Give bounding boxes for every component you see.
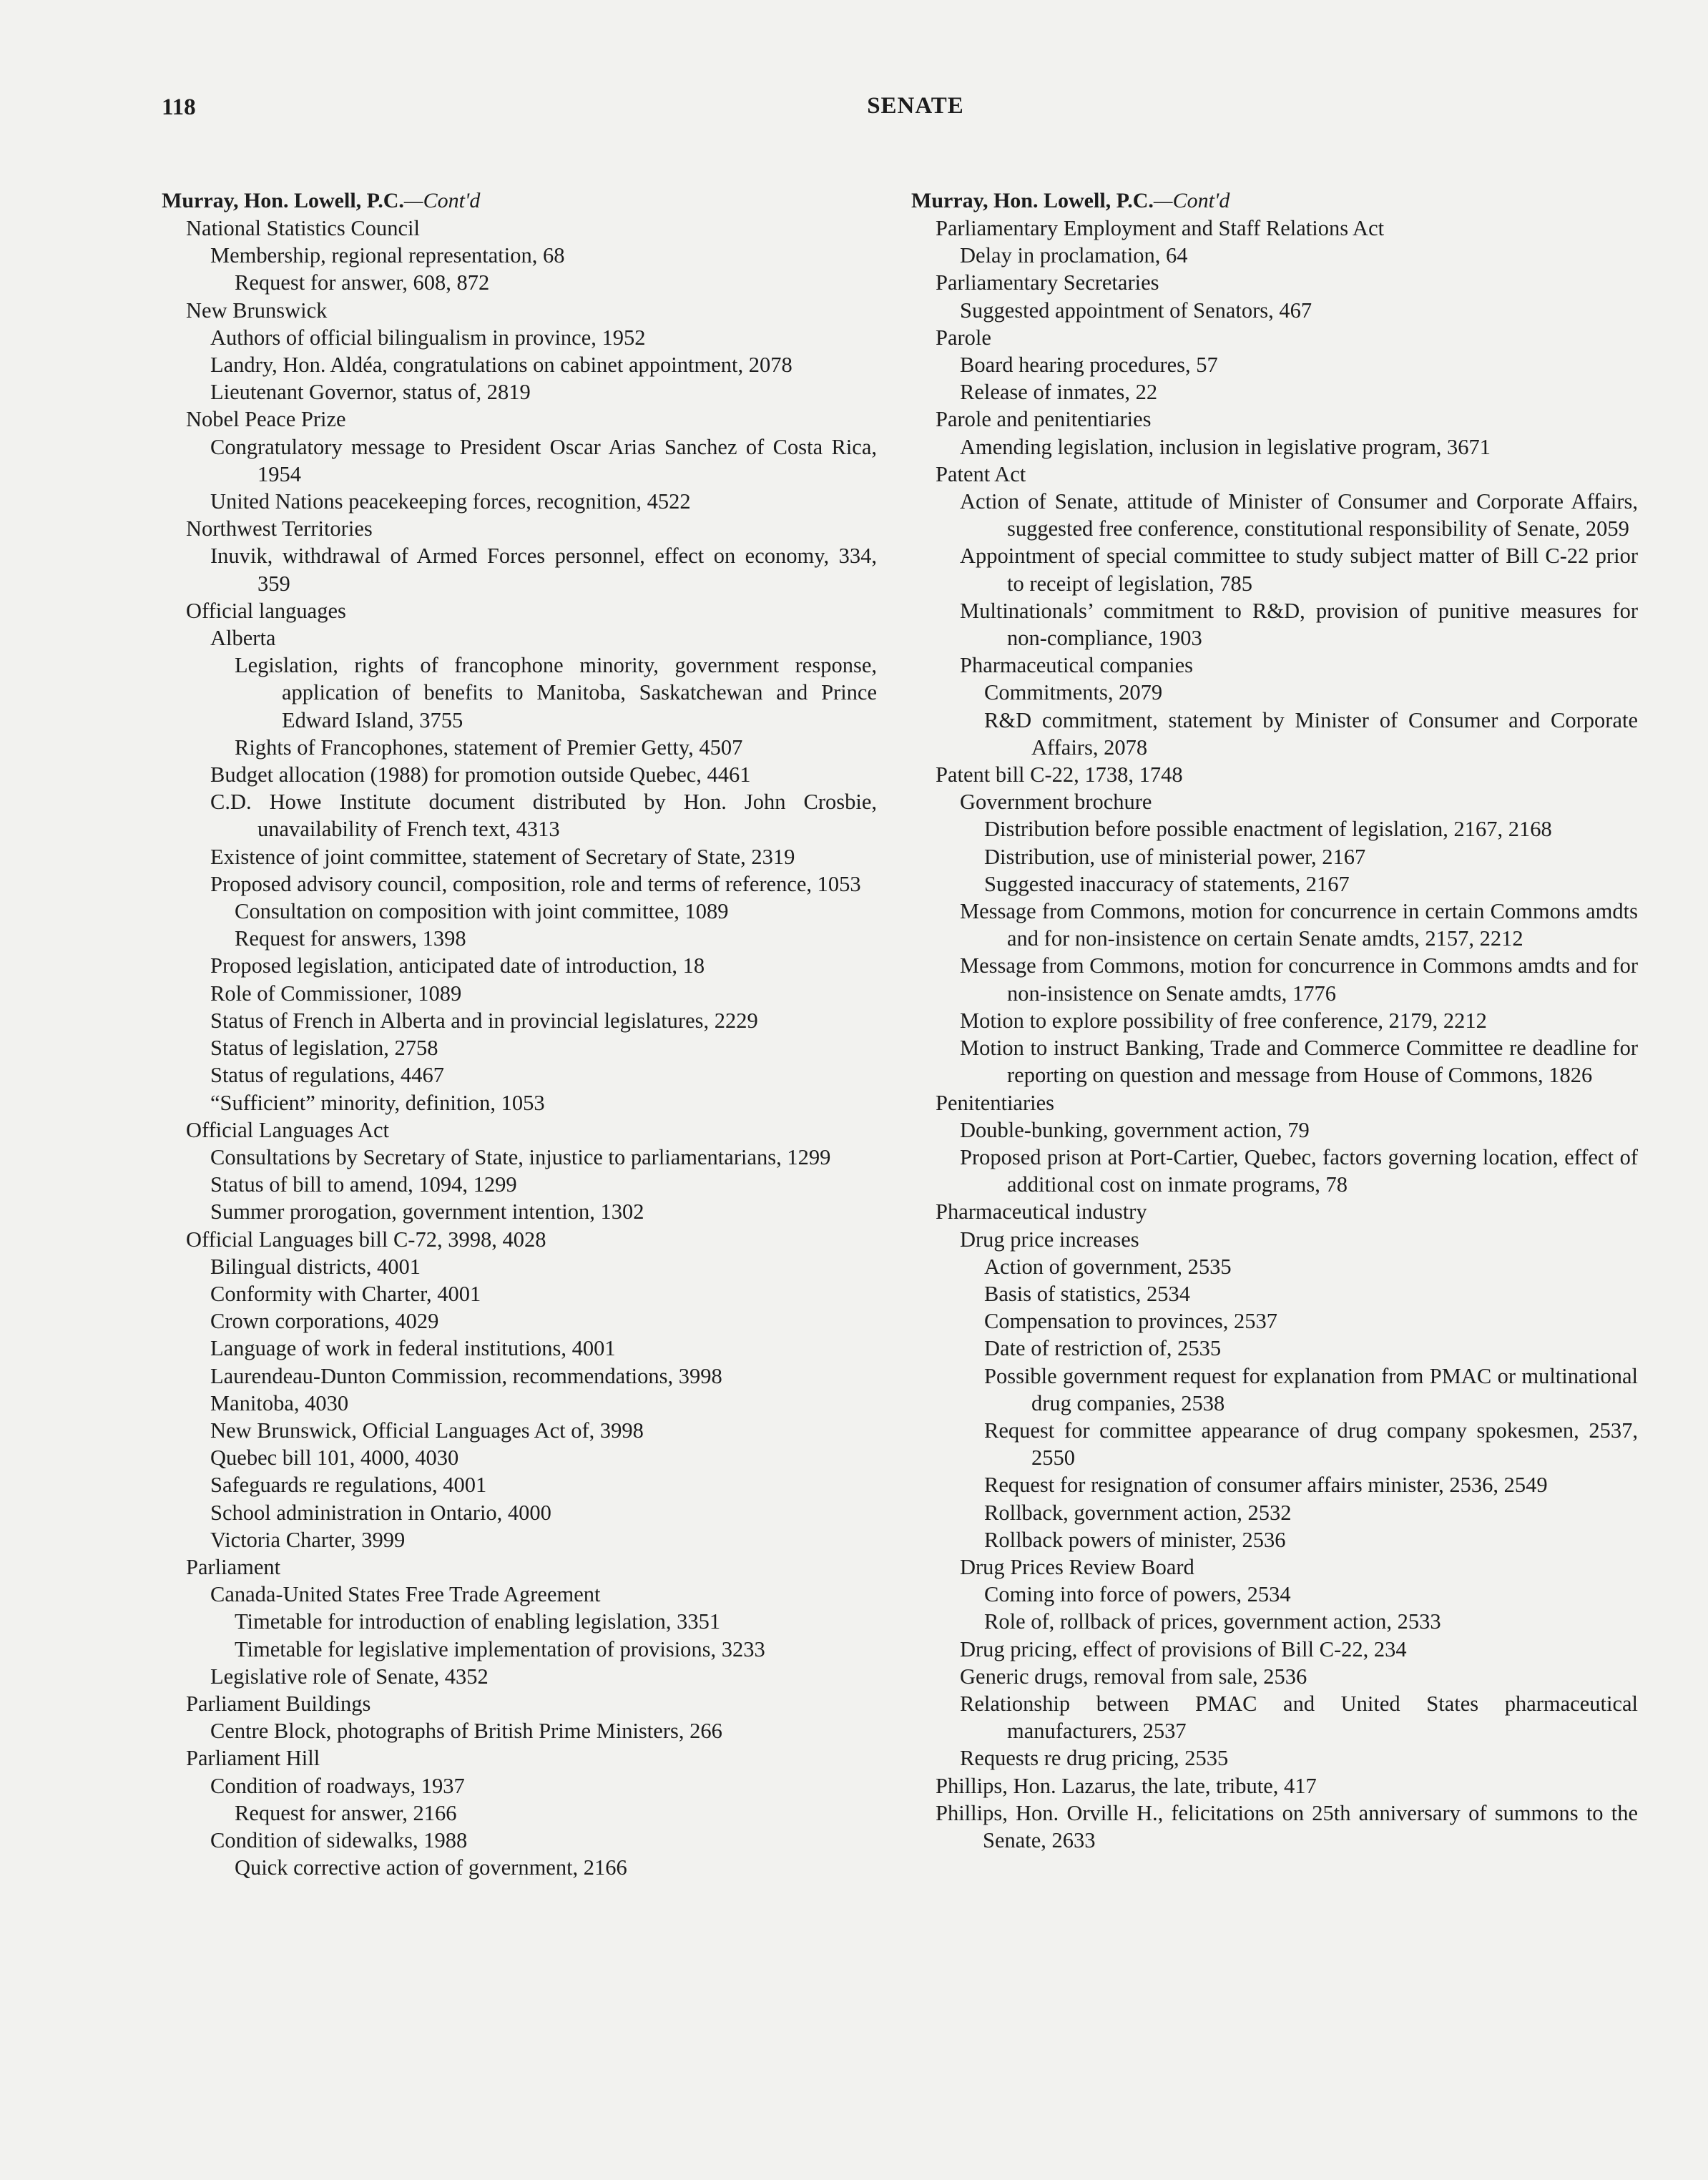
- index-entry: Summer prorogation, government intention, 1302: [210, 1199, 644, 1224]
- index-entry: Parliament Buildings: [186, 1691, 371, 1716]
- index-entry: C.D. Howe Institute document distributed by Hon. John Crosbie, unavailability of French text, 4313: [210, 790, 877, 842]
- heading-name: Murray, Hon. Lowell, P.C.: [911, 189, 1154, 212]
- index-entry: Quebec bill 101, 4000, 4030: [210, 1445, 459, 1470]
- index-entry: Safeguards re regulations, 4001: [210, 1473, 487, 1498]
- index-entry: Manitoba, 4030: [210, 1390, 349, 1415]
- running-head: SENATE: [867, 93, 964, 119]
- index-entry: Possible government request for explanation from PMAC or multinational drug companies, 2538: [984, 1363, 1638, 1415]
- index-entry: Appointment of special committee to study subject matter of Bill C-22 prior to receipt of legislation, 785: [960, 544, 1638, 596]
- index-entry: Parliamentary Secretaries: [936, 270, 1159, 295]
- index-entry: Rollback powers of minister, 2536: [984, 1527, 1286, 1552]
- index-entry: Parole: [936, 325, 991, 350]
- left-column: [162, 187, 877, 1881]
- index-entry: Amending legislation, inclusion in legislative program, 3671: [960, 434, 1491, 459]
- index-entry: Status of bill to amend, 1094, 1299: [210, 1172, 517, 1197]
- index-entry: Date of restriction of, 2535: [984, 1336, 1222, 1361]
- index-entry: Proposed prison at Port-Cartier, Quebec, factors governing location, effect of additional cost on inmate programs, 78: [960, 1144, 1638, 1197]
- index-entry: Consultations by Secretary of State, injustice to parliamentarians, 1299: [210, 1144, 831, 1169]
- index-entry: Motion to explore possibility of free conference, 2179, 2212: [960, 1008, 1487, 1033]
- index-entry: Pharmaceutical companies: [960, 653, 1194, 678]
- index-entry: Generic drugs, removal from sale, 2536: [960, 1664, 1307, 1689]
- index-entry: Lieutenant Governor, status of, 2819: [210, 380, 531, 405]
- index-entry: Condition of roadways, 1937: [210, 1773, 465, 1798]
- index-entry: Centre Block, photographs of British Prime Ministers, 266: [210, 1719, 722, 1744]
- index-entry: Multinationals’ commitment to R&D, provision of punitive measures for non-compliance, 1903: [960, 598, 1638, 651]
- index-entry: Quick corrective action of government, 2166: [235, 1855, 627, 1880]
- index-entry: Status of French in Alberta and in provincial legislatures, 2229: [210, 1008, 758, 1033]
- index-entry: National Statistics Council: [186, 216, 420, 240]
- index-entry: Role of, rollback of prices, government action, 2533: [984, 1609, 1441, 1634]
- index-entry: Compensation to provinces, 2537: [984, 1309, 1278, 1334]
- index-entry: Request for resignation of consumer affairs minister, 2536, 2549: [984, 1473, 1548, 1498]
- index-entry: Role of Commissioner, 1089: [210, 981, 462, 1006]
- index-entry: Timetable for legislative implementation of provisions, 3233: [235, 1636, 765, 1661]
- index-entry: Membership, regional representation, 68: [210, 243, 565, 268]
- index-entry: New Brunswick, Official Languages Act of, 3998: [210, 1418, 644, 1443]
- index-entry: Basis of statistics, 2534: [984, 1281, 1191, 1306]
- index-entry: Northwest Territories: [186, 516, 373, 541]
- index-entry: Rollback, government action, 2532: [984, 1500, 1292, 1525]
- index-entry: Canada-United States Free Trade Agreement: [210, 1582, 601, 1607]
- index-entry: Alberta: [210, 626, 276, 651]
- index-entry: Victoria Charter, 3999: [210, 1527, 406, 1552]
- heading-name: Murray, Hon. Lowell, P.C.: [162, 189, 404, 212]
- index-entry: Coming into force of powers, 2534: [984, 1582, 1291, 1607]
- index-entry: Official languages: [186, 598, 346, 623]
- page-number: 118: [162, 94, 196, 120]
- index-entry: Drug price increases: [960, 1227, 1139, 1252]
- index-entry: Parliament Hill: [186, 1746, 320, 1771]
- index-entry: R&D commitment, statement by Minister of Consumer and Corporate Affairs, 2078: [984, 707, 1638, 760]
- index-entry: Legislation, rights of francophone minority, government response, application of benefits to Manitoba, Saskatchewan and Prince Edward Island, 3755: [235, 653, 877, 732]
- index-entry: Crown corporations, 4029: [210, 1309, 439, 1334]
- index-entry: Rights of Francophones, statement of Premier Getty, 4507: [235, 735, 743, 760]
- index-entry: Phillips, Hon. Orville H., felicitations on 25th anniversary of summons to the Senate, 2633: [936, 1800, 1638, 1852]
- index-entry: Distribution before possible enactment of legislation, 2167, 2168: [984, 817, 1552, 842]
- index-entry: “Sufficient” minority, definition, 1053: [210, 1090, 545, 1115]
- index-entry: Commitments, 2079: [984, 680, 1163, 705]
- index-entry: Delay in proclamation, 64: [960, 243, 1188, 268]
- index-entry: Double-bunking, government action, 79: [960, 1117, 1310, 1142]
- index-entry: Language of work in federal institutions, 4001: [210, 1336, 616, 1361]
- column-heading: [911, 187, 1638, 215]
- index-entry: Condition of sidewalks, 1988: [210, 1827, 468, 1852]
- index-entry: Congratulatory message to President Oscar Arias Sanchez of Costa Rica, 1954: [210, 434, 877, 486]
- index-entry: Existence of joint committee, statement of Secretary of State, 2319: [210, 844, 795, 869]
- column-heading: [162, 187, 877, 215]
- index-entry: Authors of official bilingualism in province, 1952: [210, 325, 646, 350]
- index-entry: Laurendeau-Dunton Commission, recommendations, 3998: [210, 1363, 722, 1388]
- index-entry: Parole and penitentiaries: [936, 407, 1152, 432]
- index-entry: Drug Prices Review Board: [960, 1554, 1194, 1579]
- index-entry: Motion to instruct Banking, Trade and Commerce Committee re deadline for reporting on question and message from House of Commons, 1826: [960, 1036, 1638, 1088]
- index-entry: Status of regulations, 4467: [210, 1063, 444, 1088]
- index-entry: Action of government, 2535: [984, 1254, 1232, 1279]
- index-entry: United Nations peacekeeping forces, recognition, 4522: [210, 489, 691, 514]
- index-entry: Bilingual districts, 4001: [210, 1254, 421, 1279]
- index-entry: Government brochure: [960, 790, 1152, 815]
- index-entry: Release of inmates, 22: [960, 380, 1158, 405]
- index-entry: Proposed legislation, anticipated date of introduction, 18: [210, 953, 705, 978]
- index-entry: Action of Senate, attitude of Minister of Consumer and Corporate Affairs, suggested free conference, constitutional responsibility of Senate, 2059: [960, 489, 1638, 541]
- index-entry: Distribution, use of ministerial power, 2167: [984, 844, 1366, 869]
- index-entry: Nobel Peace Prize: [186, 407, 346, 432]
- index-entry: Parliamentary Employment and Staff Relations Act: [936, 216, 1385, 240]
- index-entry: Parliament: [186, 1554, 281, 1579]
- index-entry: Budget allocation (1988) for promotion outside Quebec, 4461: [210, 762, 751, 787]
- heading-suffix: —Cont'd: [1153, 189, 1230, 212]
- index-entry: Relationship between PMAC and United States pharmaceutical manufacturers, 2537: [960, 1691, 1638, 1744]
- index-entry: Request for answer, 2166: [235, 1800, 457, 1825]
- index-entry: Request for answer, 608, 872: [235, 270, 490, 295]
- index-entries: [162, 215, 877, 1881]
- index-entry: New Brunswick: [186, 298, 328, 323]
- index-entry: Suggested appointment of Senators, 467: [960, 298, 1312, 323]
- index-entry: Pharmaceutical industry: [936, 1199, 1147, 1224]
- index-entry: School administration in Ontario, 4000: [210, 1500, 551, 1525]
- heading-suffix: —Cont'd: [403, 189, 481, 212]
- index-entry: Consultation on composition with joint committee, 1089: [235, 899, 729, 924]
- index-entry: Board hearing procedures, 57: [960, 353, 1218, 378]
- index-entry: Request for committee appearance of drug company spokesmen, 2537, 2550: [984, 1418, 1638, 1470]
- index-entry: Drug pricing, effect of provisions of Bill C-22, 234: [960, 1636, 1407, 1661]
- index-entry: Official Languages Act: [186, 1117, 390, 1142]
- index-entry: Timetable for introduction of enabling legislation, 3351: [235, 1609, 721, 1634]
- index-entry: Patent bill C-22, 1738, 1748: [936, 762, 1183, 787]
- index-entry: Patent Act: [936, 461, 1026, 486]
- index-entry: Phillips, Hon. Lazarus, the late, tribute, 417: [936, 1773, 1317, 1798]
- index-entry: Proposed advisory council, composition, role and terms of reference, 1053: [210, 871, 861, 896]
- index-entry: Requests re drug pricing, 2535: [960, 1746, 1229, 1771]
- index-entry: Message from Commons, motion for concurrence in Commons amdts and for non-insistence on Senate amdts, 1776: [960, 953, 1638, 1006]
- index-entries: [911, 215, 1638, 1854]
- index-entry: Conformity with Charter, 4001: [210, 1281, 481, 1306]
- index-entry: Legislative role of Senate, 4352: [210, 1664, 489, 1689]
- index-entry: Suggested inaccuracy of statements, 2167: [984, 871, 1350, 896]
- index-entry: Inuvik, withdrawal of Armed Forces personnel, effect on economy, 334, 359: [210, 544, 877, 596]
- index-entry: Landry, Hon. Aldéa, congratulations on cabinet appointment, 2078: [210, 353, 792, 378]
- right-column: [911, 187, 1638, 1854]
- index-entry: Penitentiaries: [936, 1090, 1055, 1115]
- index-entry: Status of legislation, 2758: [210, 1036, 438, 1061]
- index-entry: Request for answers, 1398: [235, 926, 466, 951]
- index-entry: Official Languages bill C-72, 3998, 4028: [186, 1227, 546, 1252]
- index-entry: Message from Commons, motion for concurrence in certain Commons amdts and for non-insistence on certain Senate amdts, 2157, 2212: [960, 899, 1638, 951]
